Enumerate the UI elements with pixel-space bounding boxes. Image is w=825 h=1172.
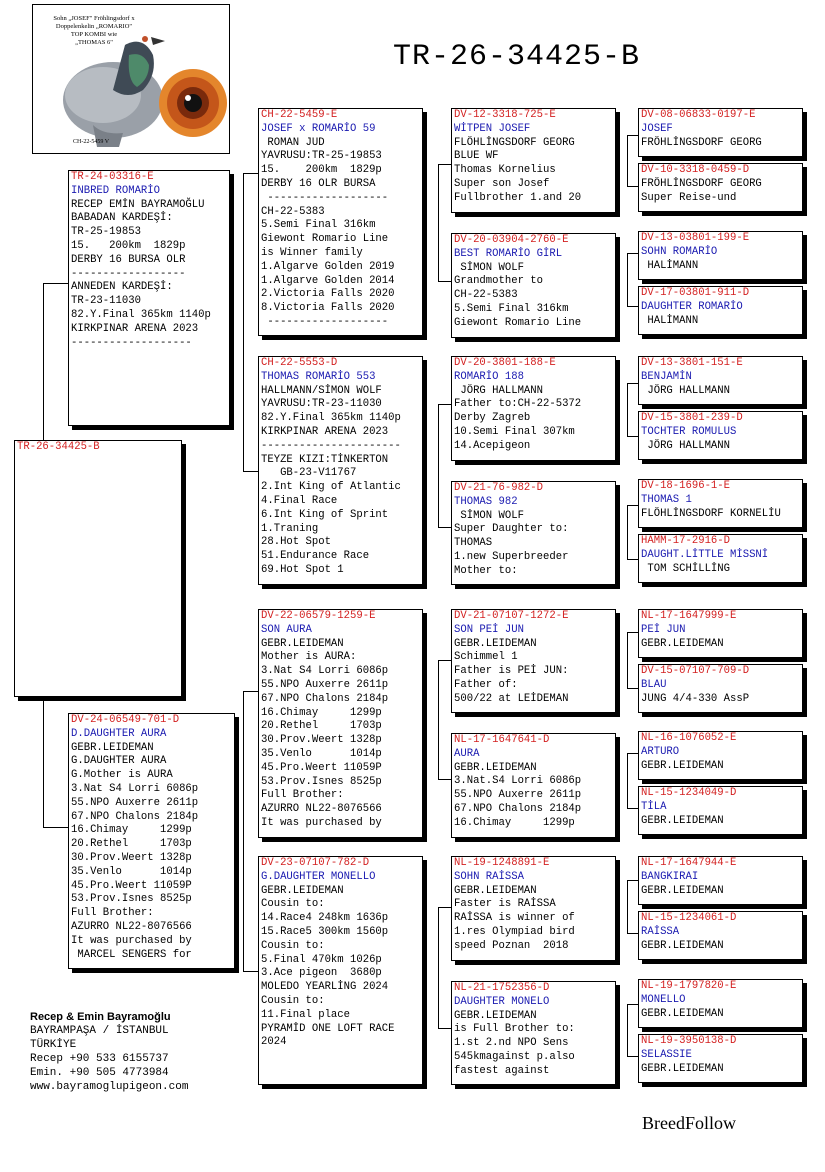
ring-number: DV-12-3318-725-E xyxy=(454,109,556,121)
pigeon-name: SON AURA xyxy=(261,623,312,636)
ring-number: DV-15-3801-239-D xyxy=(641,412,743,424)
info-line: 53.Prov.Isnes 8525p xyxy=(261,775,382,788)
great-grandparent-card[interactable] xyxy=(451,733,616,838)
info-line: 8.Victoria Falls 2020 xyxy=(261,302,395,315)
info-line: 1.Traning xyxy=(261,522,319,535)
info-line: Faster is RAİSSA xyxy=(454,898,556,911)
connector xyxy=(43,693,44,828)
ring-number: DV-21-76-982-D xyxy=(454,482,544,494)
info-line: Schimmel 1 xyxy=(454,651,518,664)
info-line: ANNEDEN KARDEŞİ: xyxy=(71,281,173,294)
info-line: 5.Semi Final 316km xyxy=(454,302,569,315)
info-line: GEBR.LEIDEMAN xyxy=(71,741,154,754)
breeder-phone: Recep +90 533 6155737 xyxy=(30,1053,169,1065)
pigeon-name: THOMAS 1 xyxy=(641,493,692,506)
ring-number: DV-20-03904-2760-E xyxy=(454,234,569,246)
connector xyxy=(627,135,638,136)
info-line: DERBY 16 OLR BURSA xyxy=(261,177,376,190)
gen4-card[interactable] xyxy=(638,731,803,780)
info-line: MARCEL SENGERS for xyxy=(71,948,192,961)
ring-number: NL-17-1647944-E xyxy=(641,857,737,869)
great-grandparent-card[interactable] xyxy=(451,233,616,338)
info-line: GEBR.LEIDEMAN xyxy=(454,637,537,650)
info-line: 45.Pro.Weert 11059P xyxy=(261,761,382,774)
info-line: G.Mother is AURA xyxy=(71,769,173,782)
info-line: HALİMANN xyxy=(641,314,699,327)
info-line: 500/22 at LEİDEMAN xyxy=(454,692,569,705)
info-line: TR-25-19853 xyxy=(71,226,141,239)
pigeon-name: D.DAUGHTER AURA xyxy=(71,727,167,740)
info-line: PYRAMİD ONE LOFT RACE xyxy=(261,1022,395,1035)
connector xyxy=(627,688,638,689)
connector xyxy=(627,632,628,689)
pigeon-name: MONELLO xyxy=(641,993,686,1006)
gen4-card[interactable] xyxy=(638,911,803,960)
ring-number: NL-19-1797820-E xyxy=(641,980,737,992)
gen4-card[interactable] xyxy=(638,231,803,280)
connector xyxy=(438,779,451,780)
info-line: 2024 xyxy=(261,1036,287,1049)
gen4-card[interactable] xyxy=(638,534,803,583)
info-line: 14.Acepigeon xyxy=(454,439,531,452)
pigeon-photo xyxy=(32,4,230,154)
connector xyxy=(243,173,244,472)
info-line: GEBR.LEIDEMAN xyxy=(454,884,537,897)
info-line: ROMAN JUD xyxy=(261,136,325,149)
connector xyxy=(627,383,638,384)
info-line: 30.Prov.Weert 1328p xyxy=(71,851,192,864)
info-line: 82.Y.Final 365km 1140p xyxy=(261,412,401,425)
pigeon-name: SOHN ROMARİO xyxy=(641,245,718,258)
page-title: TR-26-34425-B xyxy=(393,40,641,74)
connector xyxy=(627,753,638,754)
connector xyxy=(438,527,451,528)
pigeon-name: AURA xyxy=(454,747,480,760)
connector xyxy=(438,660,451,661)
connector xyxy=(627,880,638,881)
info-line: Super son Josef xyxy=(454,177,550,190)
info-line: 16.Chimay 1299p xyxy=(71,824,192,837)
gen4-card[interactable] xyxy=(638,411,803,460)
info-line: 67.NPO Chalons 2184p xyxy=(454,802,582,815)
info-line: RAİSSA is winner of xyxy=(454,912,575,925)
info-line: 30.Prov.Weert 1328p xyxy=(261,734,382,747)
gen4-card[interactable] xyxy=(638,356,803,405)
ring-number: DV-13-3801-151-E xyxy=(641,357,743,369)
connector xyxy=(43,283,68,284)
ring-number: NL-19-3950138-D xyxy=(641,1035,737,1047)
gen4-card[interactable] xyxy=(638,979,803,1028)
pigeon-name: PEİ JUN xyxy=(641,623,686,636)
gen4-card[interactable] xyxy=(638,163,803,212)
info-line: Father to:CH-22-5372 xyxy=(454,398,582,411)
ring-number: DV-17-03801-911-D xyxy=(641,287,750,299)
ring-number: NL-19-1248891-E xyxy=(454,857,550,869)
info-line: DERBY 16 BURSA OLR xyxy=(71,253,186,266)
info-line: FRÖHLİNGSDORF GEORG xyxy=(641,136,762,149)
gen4-card[interactable] xyxy=(638,108,803,157)
grandsire-sire-card[interactable] xyxy=(258,108,423,336)
pigeon-image xyxy=(33,5,229,153)
info-line: GEBR.LEIDEMAN xyxy=(454,1009,537,1022)
info-line: GEBR.LEIDEMAN xyxy=(261,884,344,897)
info-line: HALİMANN xyxy=(641,259,699,272)
info-line: 20.Rethel 1703p xyxy=(71,838,192,851)
connector xyxy=(627,933,638,934)
info-line: 1.st 2.nd NPO Sens xyxy=(454,1037,569,1050)
info-line: Cousin to: xyxy=(261,898,325,911)
info-line: GEBR.LEIDEMAN xyxy=(641,939,724,952)
info-line: 20.Rethel 1703p xyxy=(261,720,382,733)
caption-line: Sohn „JOSEF" Fröhlingsdorf x xyxy=(53,15,135,22)
connector xyxy=(627,135,628,187)
connector xyxy=(627,753,628,809)
ring-number: DV-22-06579-1259-E xyxy=(261,610,376,622)
pigeon-name: SELASSIE xyxy=(641,1048,692,1061)
ring-number: CH-22-5553-D xyxy=(261,357,338,369)
connector xyxy=(627,253,638,254)
ring-number: NL-15-1234049-D xyxy=(641,787,737,799)
ring-number: DV-18-1696-1-E xyxy=(641,480,731,492)
dam-card[interactable] xyxy=(68,713,235,969)
connector xyxy=(43,283,44,440)
info-line: 2.Victoria Falls 2020 xyxy=(261,288,395,301)
info-line: 10.Semi Final 307km xyxy=(454,425,575,438)
info-line: 15. 200km 1829p xyxy=(71,239,186,252)
pigeon-name: ARTURO xyxy=(641,745,680,758)
info-line: 28.Hot Spot xyxy=(261,536,331,549)
info-line: BLUE WF xyxy=(454,150,499,163)
pigeon-name: ROMARİO 188 xyxy=(454,370,524,383)
caption-line: TOP KOMBI wie xyxy=(70,31,118,38)
info-line: Super Reise-und xyxy=(641,191,737,204)
connector xyxy=(438,907,451,908)
pigeon-name: SON PEİ JUN xyxy=(454,623,524,636)
photo-ring: CH-22-5459 V xyxy=(73,139,110,145)
info-line: HALLMANN/SİMON WOLF xyxy=(261,384,382,397)
granddam-dam-card[interactable] xyxy=(258,856,423,1085)
breeder-country: TÜRKİYE xyxy=(30,1039,77,1051)
info-line: JÖRG HALLMANN xyxy=(641,439,731,452)
info-line: 1.Algarve Golden 2019 xyxy=(261,260,395,273)
info-line: FRÖHLİNGSDORF GEORG xyxy=(641,177,762,190)
info-line: 69.Hot Spot 1 xyxy=(261,563,344,576)
great-grandparent-card[interactable] xyxy=(451,356,616,461)
pigeon-name: THOMAS ROMARİO 553 xyxy=(261,370,376,383)
connector xyxy=(438,281,451,282)
connector xyxy=(627,1056,638,1057)
info-line: Full Brother: xyxy=(261,789,344,802)
ring-number: NL-17-1647641-D xyxy=(454,734,550,746)
info-line: GB-23-V11767 xyxy=(261,467,357,480)
ring-number: DV-10-3318-0459-D xyxy=(641,164,750,176)
info-line: ------------------- xyxy=(261,315,389,328)
info-line: YAVRUSU:TR-23-11030 xyxy=(261,398,382,411)
ring-number: NL-21-1752356-D xyxy=(454,982,550,994)
info-line: Cousin to: xyxy=(261,994,325,1007)
connector xyxy=(627,505,638,506)
gen4-card[interactable] xyxy=(638,479,803,528)
caption-line: „THOMAS 6" xyxy=(75,39,113,46)
info-line: Mother is AURA: xyxy=(261,651,357,664)
connector xyxy=(627,383,628,437)
info-line: 16.Chimay 1299p xyxy=(454,816,575,829)
gen4-card[interactable] xyxy=(638,786,803,835)
info-line: speed Poznan 2018 xyxy=(454,939,569,952)
breeder-website[interactable]: www.bayramoglupigeon.com xyxy=(30,1081,189,1093)
info-line: Father is PEİ JUN: xyxy=(454,665,569,678)
great-grandparent-card[interactable] xyxy=(451,481,616,585)
info-line: Giewont Romario Line xyxy=(454,316,582,329)
connector xyxy=(627,505,628,560)
connector xyxy=(627,880,628,934)
info-line: 67.NPO Chalons 2184p xyxy=(261,692,389,705)
sire-card[interactable] xyxy=(68,170,230,426)
gen4-card[interactable] xyxy=(638,1034,803,1083)
ring-number: DV-15-07107-709-D xyxy=(641,665,750,677)
ring-number: DV-20-3801-188-E xyxy=(454,357,556,369)
connector xyxy=(438,404,439,528)
info-line: Full Brother: xyxy=(71,907,154,920)
connector xyxy=(438,1028,451,1029)
ring-number: DV-21-07107-1272-E xyxy=(454,610,569,622)
info-line: G.DAUGHTER AURA xyxy=(71,755,167,768)
connector xyxy=(243,691,244,972)
info-line: Mother to: xyxy=(454,564,518,577)
breeder-name: Recep & Emin Bayramoğlu xyxy=(30,1011,171,1023)
info-line: It was purchased by xyxy=(71,934,192,947)
pigeon-name: BANGKIRAI xyxy=(641,870,699,883)
pigeon-name: G.DAUGHTER MONELLO xyxy=(261,870,376,883)
info-line: is Full Brother to: xyxy=(454,1023,575,1036)
info-line: GEBR.LEIDEMAN xyxy=(641,637,724,650)
ring-number: CH-22-5459-E xyxy=(261,109,338,121)
breeder-info xyxy=(30,1010,188,1094)
info-line: JUNG 4/4-330 AssP xyxy=(641,692,750,705)
connector xyxy=(627,1004,628,1057)
info-line: FLÖHLİNGSDORF GEORG xyxy=(454,136,575,149)
info-line: Fullbrother 1.and 20 xyxy=(454,191,582,204)
great-grandparent-card[interactable] xyxy=(451,609,616,713)
pigeon-name: JOSEF xyxy=(641,122,673,135)
ring-number: DV-23-07107-782-D xyxy=(261,857,370,869)
info-line: Giewont Romario Line xyxy=(261,233,389,246)
info-line: GEBR.LEIDEMAN xyxy=(641,884,724,897)
great-grandparent-card[interactable] xyxy=(451,856,616,961)
info-line: Thomas Kornelius xyxy=(454,164,556,177)
info-line: 82.Y.Final 365km 1140p xyxy=(71,308,211,321)
info-line: is Winner family xyxy=(261,246,363,259)
info-line: 5.Final 470km 1026p xyxy=(261,953,382,966)
pigeon-name: DAUGHTER ROMARİO xyxy=(641,300,743,313)
info-line: 3.Nat S4 Lorri 6086p xyxy=(71,782,199,795)
subject-card[interactable] xyxy=(14,440,182,697)
info-line: Grandmother to xyxy=(454,275,544,288)
connector xyxy=(438,164,439,282)
info-line: ------------------- xyxy=(71,336,192,349)
info-line: It was purchased by xyxy=(261,816,382,829)
ring-number: DV-24-06549-701-D xyxy=(71,714,180,726)
connector xyxy=(438,660,439,780)
connector xyxy=(627,632,638,633)
info-line: 67.NPO Chalons 2184p xyxy=(71,810,199,823)
info-line: CH-22-5383 xyxy=(261,205,325,218)
connector xyxy=(627,436,638,437)
connector xyxy=(627,1004,638,1005)
pigeon-name: DAUGHT.LİTTLE MİSSNİ xyxy=(641,548,769,561)
pigeon-name: TOCHTER ROMULUS xyxy=(641,425,737,438)
pigeon-name: BEST ROMARİO GİRL xyxy=(454,247,563,260)
info-line: Derby Zagreb xyxy=(454,412,531,425)
ring-number: HAMM-17-2916-D xyxy=(641,535,731,547)
info-line: ------------------- xyxy=(261,191,389,204)
brand-logo: BreedFollow xyxy=(642,1113,736,1133)
pigeon-name: BLAU xyxy=(641,678,667,691)
granddam-sire-card[interactable] xyxy=(258,356,423,585)
info-line: 55.NPO Auxerre 2611p xyxy=(71,796,199,809)
info-line: CH-22-5383 xyxy=(454,289,518,302)
info-line: 4.Final Race xyxy=(261,494,338,507)
caption-line: Doppelenkelin „ROMARIO" xyxy=(55,23,133,30)
info-line: fastest against xyxy=(454,1064,550,1077)
info-line: 15. 200km 1829p xyxy=(261,164,382,177)
info-line: 3.Nat.S4 Lorri 6086p xyxy=(454,775,582,788)
connector xyxy=(438,164,451,165)
ring-number: NL-15-1234061-D xyxy=(641,912,737,924)
info-line: TR-23-11030 xyxy=(71,295,141,308)
info-line: AZURRO NL22-8076566 xyxy=(71,920,192,933)
info-line: 3.Nat S4 Lorri 6086p xyxy=(261,665,389,678)
info-line: BABADAN KARDEŞİ: xyxy=(71,212,173,225)
info-line: SİMON WOLF xyxy=(454,261,524,274)
gen4-card[interactable] xyxy=(638,856,803,905)
info-line: SİMON WOLF xyxy=(454,509,524,522)
info-line: TOM SCHİLLİNG xyxy=(641,562,731,575)
info-line: 16.Chimay 1299p xyxy=(261,706,382,719)
info-line: MOLEDO YEARLİNG 2024 xyxy=(261,981,389,994)
info-line: Super Daughter to: xyxy=(454,523,569,536)
info-line: GEBR.LEIDEMAN xyxy=(641,1007,724,1020)
info-line: TEYZE KIZI:TİNKERTON xyxy=(261,453,389,466)
ring-number: TR-24-03316-E xyxy=(71,171,154,183)
info-line: GEBR.LEIDEMAN xyxy=(641,1062,724,1075)
info-line: 35.Venlo 1014p xyxy=(71,865,192,878)
connector xyxy=(627,559,638,560)
connector xyxy=(243,691,258,692)
info-line: 5.Semi Final 316km xyxy=(261,219,376,232)
info-line: FLÖHLİNGSDORF KORNELİU xyxy=(641,507,781,520)
breeder-address: BAYRAMPAŞA / İSTANBUL xyxy=(30,1025,169,1037)
connector xyxy=(243,971,258,972)
connector xyxy=(627,186,638,187)
breeder-phone: Emin. +90 505 4773984 xyxy=(30,1067,169,1079)
info-line: 55.NPO Auxerre 2611p xyxy=(454,789,582,802)
info-line: RECEP EMİN BAYRAMOĞLU xyxy=(71,198,205,211)
info-line: 55.NPO Auxerre 2611p xyxy=(261,678,389,691)
info-line: 1.res Olympiad bird xyxy=(454,925,575,938)
info-line: GEBR.LEIDEMAN xyxy=(454,761,537,774)
info-line: GEBR.LEIDEMAN xyxy=(261,637,344,650)
info-line: GEBR.LEIDEMAN xyxy=(641,759,724,772)
info-line: 1.new Superbreeder xyxy=(454,550,569,563)
connector xyxy=(438,404,451,405)
info-line: 6.Int King of Sprint xyxy=(261,508,389,521)
info-line: 53.Prov.Isnes 8525p xyxy=(71,893,192,906)
info-line: AZURRO NL22-8076566 xyxy=(261,803,382,816)
info-line: 11.Final place xyxy=(261,1008,351,1021)
ring-number: DV-08-06833-0197-E xyxy=(641,109,756,121)
pigeon-name: RAİSSA xyxy=(641,925,680,938)
pigeon-name: JOSEF x ROMARİO 59 xyxy=(261,122,376,135)
info-line: ------------------ xyxy=(71,267,186,280)
info-line: Father of: xyxy=(454,678,518,691)
info-line: 2.Int King of Atlantic xyxy=(261,481,401,494)
pigeon-name: WİTPEN JOSEF xyxy=(454,122,531,135)
great-grandparent-card[interactable] xyxy=(451,981,616,1085)
info-line: 51.Endurance Race xyxy=(261,550,370,563)
info-line: JÖRG HALLMANN xyxy=(641,384,731,397)
info-line: 3.Ace pigeon 3680p xyxy=(261,967,382,980)
ring-number: NL-16-1076052-E xyxy=(641,732,737,744)
info-line: 545kmagainst p.also xyxy=(454,1050,575,1063)
info-line: ---------------------- xyxy=(261,439,401,452)
ring-number: DV-13-03801-199-E xyxy=(641,232,750,244)
connector xyxy=(438,907,439,1029)
connector xyxy=(43,827,68,828)
ring-number: NL-17-1647999-E xyxy=(641,610,737,622)
connector xyxy=(627,253,628,307)
info-line: KIRKPINAR ARENA 2023 xyxy=(71,322,199,335)
info-line: 45.Pro.Weert 11059P xyxy=(71,879,192,892)
pigeon-name: TİLA xyxy=(641,800,667,813)
connector xyxy=(627,808,638,809)
info-line: KIRKPINAR ARENA 2023 xyxy=(261,425,389,438)
gen4-card[interactable] xyxy=(638,609,803,658)
pigeon-name: DAUGHTER MONELO xyxy=(454,995,550,1008)
info-line: Cousin to: xyxy=(261,939,325,952)
connector xyxy=(243,471,258,472)
info-line: THOMAS xyxy=(454,537,493,550)
pigeon-name: SOHN RAİSSA xyxy=(454,870,524,883)
pigeon-name: THOMAS 982 xyxy=(454,495,518,508)
gen4-card[interactable] xyxy=(638,664,803,713)
grandsire-dam-card[interactable] xyxy=(258,609,423,838)
info-line: YAVRUSU:TR-25-19853 xyxy=(261,150,382,163)
info-line: JÖRG HALLMANN xyxy=(454,384,544,397)
pigeon-name: BENJAMİN xyxy=(641,370,692,383)
info-line: 15.Race5 300km 1560p xyxy=(261,925,389,938)
connector xyxy=(627,306,638,307)
ring-number: TR-26-34425-B xyxy=(17,441,100,453)
info-line: GEBR.LEIDEMAN xyxy=(641,814,724,827)
info-line: 35.Venlo 1014p xyxy=(261,747,382,760)
connector xyxy=(243,173,258,174)
gen4-card[interactable] xyxy=(638,286,803,335)
pigeon-name: INBRED ROMARİO xyxy=(71,184,161,197)
great-grandparent-card[interactable] xyxy=(451,108,616,213)
info-line: 14.Race4 248km 1636p xyxy=(261,912,389,925)
info-line: 1.Algarve Golden 2014 xyxy=(261,274,395,287)
